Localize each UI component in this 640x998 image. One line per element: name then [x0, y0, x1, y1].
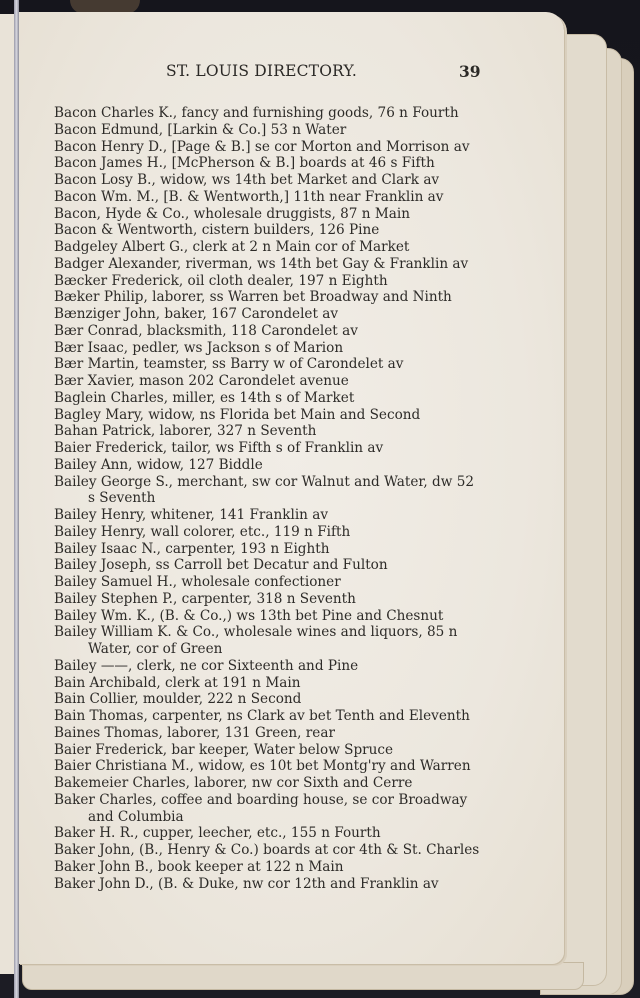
entry-text: Bailey Henry, wall colorer, etc., 119 n Fifth [54, 523, 351, 540]
entry-text: Bacon James H., [McPherson & B.] boards at 46 s Fifth [54, 155, 435, 172]
entry-text: Badgeley Albert G., clerk at 2 n Main cor of Market [54, 239, 410, 255]
page-number: 39 [459, 62, 481, 81]
directory-entry [54, 423, 524, 440]
entry-text: Baines Thomas, laborer, 131 Green, rear [54, 724, 335, 741]
entry-text: Bær Martin, teamster, ss Barry w of Carondelet av [54, 356, 404, 373]
entry-text: Bæker Philip, laborer, ss Warren bet Broadway and Ninth [54, 289, 452, 306]
directory-entry [54, 658, 524, 675]
directory-entry [54, 792, 524, 826]
facing-page-edge [0, 14, 15, 974]
entry-text: Bæcker Frederick, oil cloth dealer, 197 n Eighth [54, 272, 388, 289]
entry-text: Bær Conrad, blacksmith, 118 Carondelet av [54, 322, 358, 339]
directory-entry [54, 457, 524, 474]
directory-entry [54, 155, 524, 172]
directory-entry [54, 675, 524, 692]
page-title: ST. LOUIS DIRECTORY. [166, 62, 358, 80]
entry-text: Bakemeier Charles, laborer, nw cor Sixth and Cerre [54, 775, 413, 791]
directory-entry [54, 222, 524, 239]
directory-entry [54, 139, 524, 156]
directory-entry [54, 876, 524, 893]
entry-text: Baker John D., (B. & Duke, nw cor 12th and Franklin av [54, 875, 439, 892]
directory-entry [54, 624, 524, 658]
directory-entry [54, 407, 524, 424]
entry-text: Baker H. R., cupper, leecher, etc., 155 n Fourth [54, 825, 381, 842]
entry-text: Bacon, Hyde & Co., wholesale druggists, 87 n Main [54, 205, 410, 222]
entry-text: Baier Frederick, bar keeper, Water below Spruce [54, 741, 394, 758]
directory-entry [54, 524, 524, 541]
directory-entry [54, 608, 524, 625]
directory-entry [54, 859, 524, 876]
directory-entry [54, 742, 524, 759]
entry-text: Bailey Henry, whitener, 141 Franklin av [54, 507, 329, 523]
entry-text: Baker John, (B., Henry & Co.) boards at cor 4th & St. Charles [54, 842, 480, 858]
directory-entry [54, 206, 524, 223]
entry-text: Bailey Stephen P., carpenter, 318 n Seventh [54, 590, 356, 607]
entry-text: Bailey George S., merchant, sw cor Walnut and Water, dw 52 [54, 473, 475, 490]
directory-entry [54, 239, 524, 256]
running-head [19, 62, 564, 84]
directory-entry [54, 373, 524, 390]
entry-text: Bacon Henry D., [Page & B.] se cor Morton and Morrison av [54, 138, 470, 155]
directory-entry [54, 390, 524, 407]
directory-entry [54, 758, 524, 775]
entry-text: Baier Christiana M., widow, es 10t bet Montg'ry and Warren [54, 758, 471, 775]
directory-entry [54, 708, 524, 725]
entry-text: Bænziger John, baker, 167 Carondelet av [54, 306, 339, 322]
entry-text: Bailey Isaac N., carpenter, 193 n Eighth [54, 540, 330, 557]
directory-entries [54, 105, 524, 892]
entry-continuation: Water, cor of Green [88, 641, 223, 657]
directory-entry [54, 256, 524, 273]
entry-continuation: s Seventh [88, 490, 156, 507]
entry-text: Bailey ——, clerk, ne cor Sixteenth and Pine [54, 657, 359, 674]
directory-entry [54, 591, 524, 608]
entry-text: Bær Isaac, pedler, ws Jackson s of Marion [54, 339, 344, 356]
entry-continuation: and Columbia [88, 808, 184, 825]
directory-entry [54, 122, 524, 139]
directory-page [19, 12, 564, 964]
directory-entry [54, 507, 524, 524]
entry-text: Bailey Ann, widow, 127 Biddle [54, 456, 263, 473]
entry-text: Bailey Wm. K., (B. & Co.,) ws 13th bet Pine and Chesnut [54, 607, 444, 624]
directory-entry [54, 323, 524, 340]
directory-entry [54, 340, 524, 357]
page-stack-bottom [22, 962, 584, 990]
directory-entry [54, 189, 524, 206]
directory-entry [54, 440, 524, 457]
directory-entry [54, 557, 524, 574]
entry-text: Bain Archibald, clerk at 191 n Main [54, 674, 301, 691]
directory-entry [54, 825, 524, 842]
directory-entry [54, 273, 524, 290]
entry-text: Badger Alexander, riverman, ws 14th bet Gay & Franklin av [54, 255, 469, 272]
entry-text: Bahan Patrick, laborer, 327 n Seventh [54, 423, 317, 440]
entry-text: Bain Thomas, carpenter, ns Clark av bet Tenth and Eleventh [54, 708, 470, 724]
directory-entry [54, 775, 524, 792]
entry-text: Baker John B., book keeper at 122 n Main [54, 858, 344, 875]
directory-entry [54, 842, 524, 859]
entry-text: Bacon Wm. M., [B. & Wentworth,] 11th near Franklin av [54, 188, 444, 205]
directory-entry [54, 306, 524, 323]
directory-entry [54, 574, 524, 591]
entry-text: Bagley Mary, widow, ns Florida bet Main and Second [54, 406, 421, 423]
directory-entry [54, 474, 524, 508]
entry-text: Bær Xavier, mason 202 Carondelet avenue [54, 373, 349, 389]
directory-entry [54, 172, 524, 189]
entry-text: Baker Charles, coffee and boarding house, se cor Broadway [54, 791, 468, 808]
entry-text: Bacon Charles K., fancy and furnishing goods, 76 n Fourth [54, 105, 459, 121]
directory-entry [54, 725, 524, 742]
entry-text: Baglein Charles, miller, es 14th s of Market [54, 389, 355, 406]
directory-entry [54, 356, 524, 373]
entry-text: Bacon Losy B., widow, ws 14th bet Market and Clark av [54, 172, 440, 188]
directory-entry [54, 541, 524, 558]
binding-edge [14, 0, 19, 998]
directory-entry [54, 691, 524, 708]
directory-entry [54, 105, 524, 122]
entry-text: Bailey William K. & Co., wholesale wines and liquors, 85 n [54, 624, 458, 641]
directory-entry [54, 289, 524, 306]
entry-text: Bacon Edmund, [Larkin & Co.] 53 n Water [54, 121, 347, 138]
entry-text: Bacon & Wentworth, cistern builders, 126 Pine [54, 222, 380, 239]
entry-text: Baier Frederick, tailor, ws Fifth s of Franklin av [54, 440, 384, 456]
entry-text: Bailey Samuel H., wholesale confectioner [54, 574, 341, 590]
entry-text: Bain Collier, moulder, 222 n Second [54, 691, 302, 708]
entry-text: Bailey Joseph, ss Carroll bet Decatur and Fulton [54, 557, 388, 574]
